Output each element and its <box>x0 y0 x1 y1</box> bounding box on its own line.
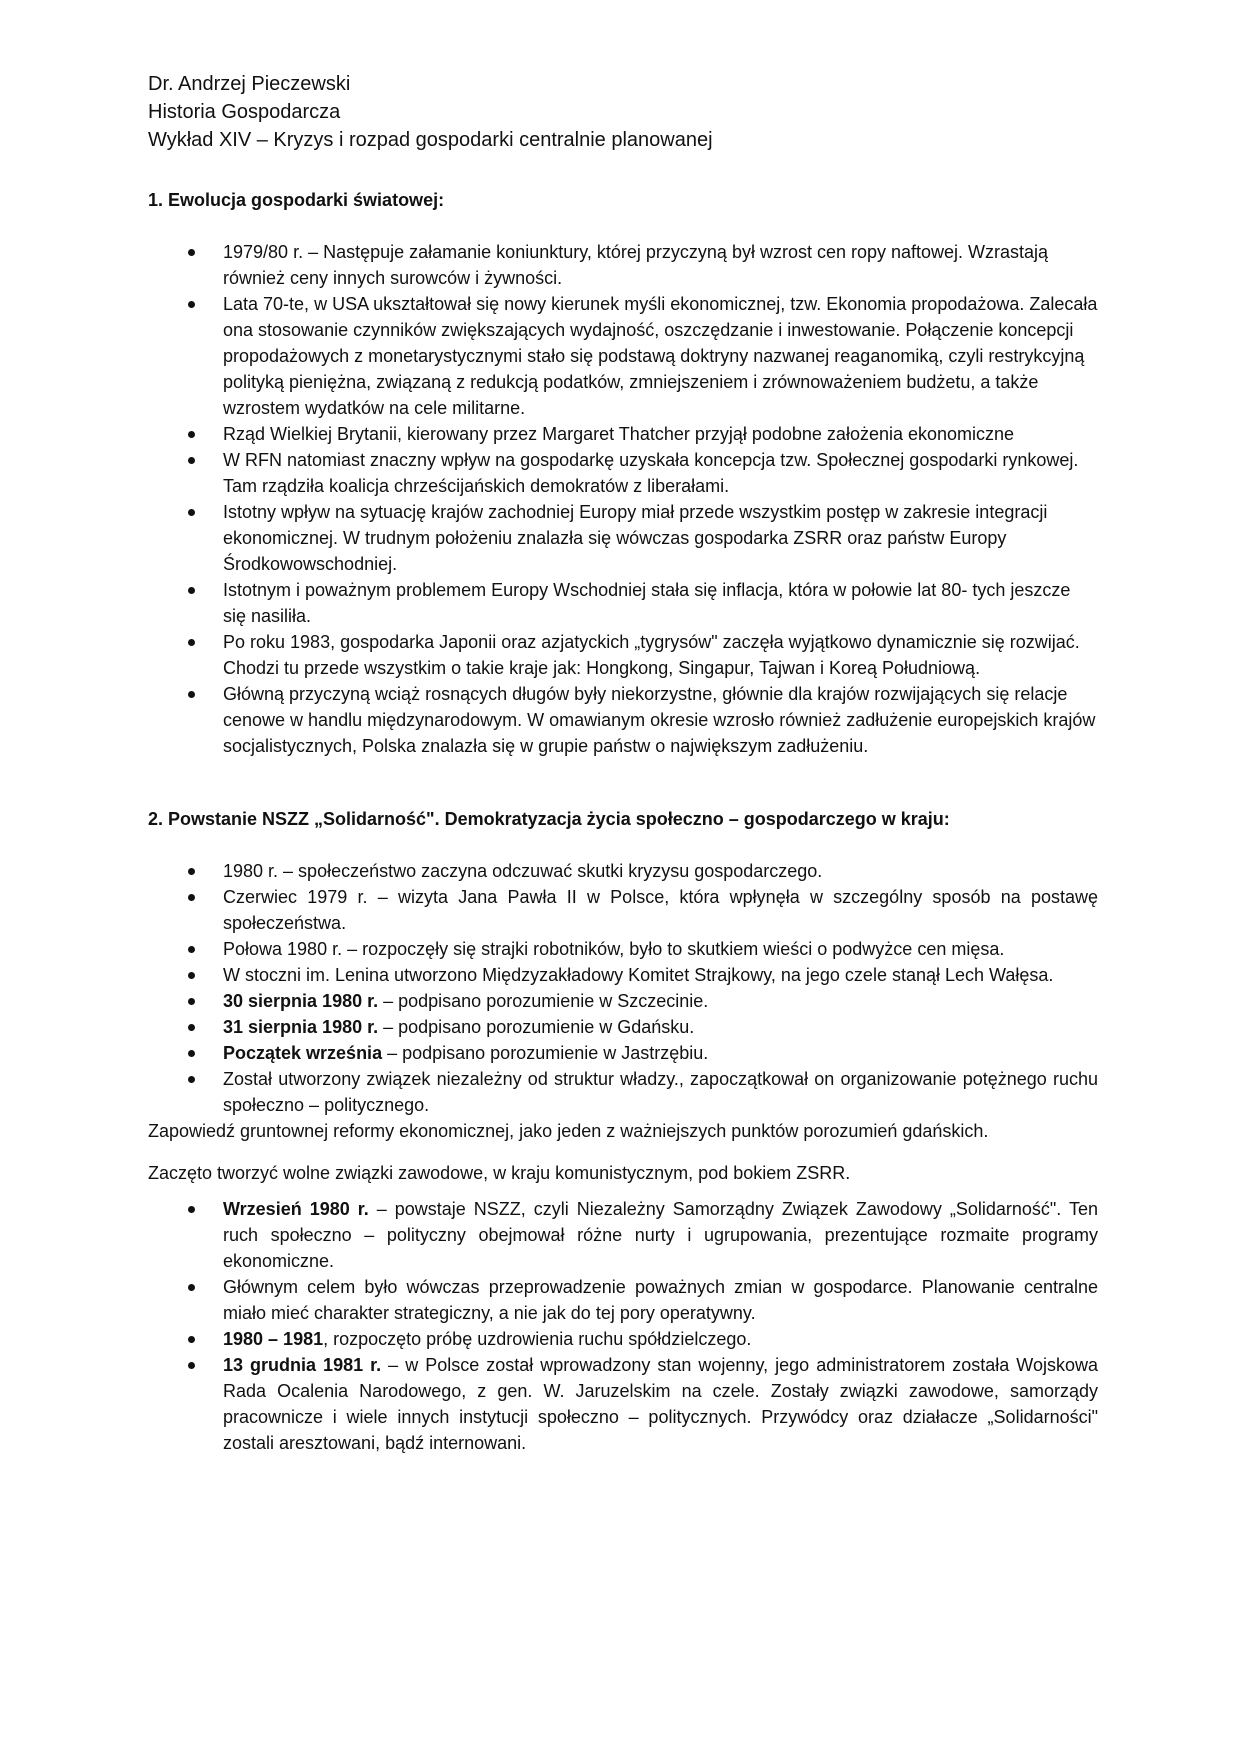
bullet-icon <box>188 868 195 875</box>
bullet-icon <box>188 946 195 953</box>
bullet-icon <box>188 1076 195 1083</box>
list-item-bold: 30 sierpnia 1980 r. <box>223 991 379 1011</box>
list-item <box>148 1352 1098 1456</box>
list-item <box>148 884 1098 936</box>
list-item <box>148 629 1098 681</box>
section-2-list-2 <box>148 1196 1098 1456</box>
bullet-icon <box>188 1362 195 1369</box>
bullet-icon <box>188 1284 195 1291</box>
list-item-text: Istotnym i poważnym problemem Europy Wschodniej stała się inflacja, która w połowie lat 80- tych jeszcze się nasiliła. <box>223 580 1071 626</box>
list-item <box>148 1040 1098 1066</box>
list-item <box>148 499 1098 577</box>
list-item-bold: 13 grudnia 1981 r. <box>223 1355 382 1375</box>
list-item-text: Został utworzony związek niezależny od struktur władzy., zapoczątkował on organizowanie potężnego ruchu społeczno – politycznego. <box>223 1069 1098 1115</box>
list-item-text: – podpisano porozumienie w Gdańsku. <box>378 1017 695 1037</box>
bullet-icon <box>188 301 195 308</box>
section-2-title: 2. Powstanie NSZZ „Solidarność". Demokratyzacja życia społeczno – gospodarczego w kraju: <box>148 809 950 829</box>
lecture-title: Wykład XIV – Kryzys i rozpad gospodarki centralnie planowanej <box>148 129 713 151</box>
list-item <box>148 858 1098 884</box>
list-item-text: Głównym celem było wówczas przeprowadzenie poważnych zmian w gospodarce. Planowanie centralne miało mieć charakter strategiczny, a nie jak do tej pory operatywny. <box>223 1277 1098 1323</box>
section-2-list <box>148 858 1098 1118</box>
author-line: Dr. Andrzej Pieczewski <box>148 73 351 95</box>
list-item-text: – powstaje NSZZ, czyli Niezależny Samorządny Związek Zawodowy „Solidarność". Ten ruch społeczno – polityczny obejmował różne nurty i ugrupowania, prezentujące rozmaite programy ekonomiczne. <box>223 1199 1098 1271</box>
bullet-icon <box>188 972 195 979</box>
list-item <box>148 577 1098 629</box>
list-item-text: – podpisano porozumienie w Jastrzębiu. <box>382 1043 709 1063</box>
list-item <box>148 1066 1098 1118</box>
list-item <box>148 1274 1098 1326</box>
list-item <box>148 988 1098 1014</box>
list-item-text: Rząd Wielkiej Brytanii, kierowany przez Margaret Thatcher przyjął podobne założenia ekonomiczne <box>223 424 1015 444</box>
bullet-icon <box>188 431 195 438</box>
bullet-icon <box>188 1050 195 1057</box>
list-item-text: , rozpoczęto próbę uzdrowienia ruchu spółdzielczego. <box>323 1329 752 1349</box>
list-item-text: W RFN natomiast znaczny wpływ na gospodarkę uzyskała koncepcja tzw. Społecznej gospodarki rynkowej. Tam rządziła koalicja chrześcijańskich demokratów z liberałami. <box>223 450 1079 496</box>
list-item-text: Po roku 1983, gospodarka Japonii oraz azjatyckich „tygrysów" zaczęła wyjątkowo dynamicznie się rozwijać. Chodzi tu przede wszystkim o takie kraje jak: Hongkong, Singapur, Tajwan i Koreą Południową. <box>223 632 1080 678</box>
list-item <box>148 1196 1098 1274</box>
list-item-text: 1980 r. – społeczeństwo zaczyna odczuwać skutki kryzysu gospodarczego. <box>223 861 823 881</box>
list-item-text: Główną przyczyną wciąż rosnących długów były niekorzystne, głównie dla krajów rozwijających się relacje cenowe w handlu międzynarodowym. W omawianym okresie wzrosło również zadłużenie europejskich krajów socjalistycznych, Polska znalazła się w grupie państw o największym zadłużeniu. <box>223 684 1096 756</box>
bullet-icon <box>188 639 195 646</box>
list-item <box>148 239 1098 291</box>
document-content <box>148 70 1098 1456</box>
section-1-list <box>148 239 1098 759</box>
list-item-text: W stoczni im. Lenina utworzono Międzyzakładowy Komitet Strajkowy, na jego czele stanął Lech Wałęsa. <box>223 965 1054 985</box>
list-item-text: 1979/80 r. – Następuje załamanie koniunktury, której przyczyną był wzrost cen ropy naftowej. Wzrastają również ceny innych surowców i żywności. <box>223 242 1049 288</box>
list-item-text: Lata 70-te, w USA ukształtował się nowy kierunek myśli ekonomicznej, tzw. Ekonomia propodażowa. Zalecała ona stosowanie czynników zwiększających wydajność, oszczędzanie i inwestowanie. Połączenie koncepcji propodażowych z monetarystycznymi stało się podstawą doktryny nazwanej reaganomiką, czyli restrykcyjną polityką pieniężna, związaną z redukcją podatków, zmniejszeniem i zrównoważeniem budżetu, a także wzrostem wydatków na cele militarne. <box>223 294 1098 418</box>
course-line: Historia Gospodarcza <box>148 101 341 123</box>
list-item <box>148 962 1098 988</box>
list-item-bold: Wrzesień 1980 r. <box>223 1199 369 1219</box>
bullet-icon <box>188 587 195 594</box>
list-item-text: Istotny wpływ na sytuację krajów zachodniej Europy miał przede wszystkim postęp w zakresie integracji ekonomicznej. W trudnym położeniu znalazła się wówczas gospodarka ZSRR oraz państw Europy Środkowowschodniej. <box>223 502 1048 574</box>
list-item-bold: 1980 – 1981 <box>223 1329 324 1349</box>
list-item-text: Połowa 1980 r. – rozpoczęły się strajki robotników, było to skutkiem wieści o podwyżce cen mięsa. <box>223 939 1005 959</box>
bullet-icon <box>188 1024 195 1031</box>
bullet-icon <box>188 1206 195 1213</box>
paragraph-unions: Zaczęto tworzyć wolne związki zawodowe, w kraju komunistycznym, pod bokiem ZSRR. <box>148 1163 851 1183</box>
section-1-title: 1. Ewolucja gospodarki światowej: <box>148 190 445 210</box>
list-item <box>148 936 1098 962</box>
bullet-icon <box>188 457 195 464</box>
list-item-text: Czerwiec 1979 r. – wizyta Jana Pawła II w Polsce, która wpłynęła w szczególny sposób na postawę społeczeństwa. <box>223 887 1098 933</box>
bullet-icon <box>188 1336 195 1343</box>
bullet-icon <box>188 509 195 516</box>
list-item-bold: Początek września <box>223 1043 383 1063</box>
bullet-icon <box>188 691 195 698</box>
list-item <box>148 447 1098 499</box>
list-item <box>148 291 1098 421</box>
list-item <box>148 1326 1098 1352</box>
list-item <box>148 421 1098 447</box>
list-item <box>148 681 1098 759</box>
bullet-icon <box>188 998 195 1005</box>
paragraph-reform: Zapowiedź gruntownej reformy ekonomicznej, jako jeden z ważniejszych punktów porozumień gdańskich. <box>148 1121 989 1141</box>
bullet-icon <box>188 894 195 901</box>
list-item-bold: 31 sierpnia 1980 r. <box>223 1017 379 1037</box>
bullet-icon <box>188 249 195 256</box>
list-item-text: – podpisano porozumienie w Szczecinie. <box>378 991 709 1011</box>
list-item-text: – w Polsce został wprowadzony stan wojenny, jego administratorem została Wojskowa Rada Ocalenia Narodowego, z gen. W. Jaruzelskim na czele. Zostały związki zawodowe, samorządy pracownicze i wiele innych instytucji społeczno – politycznych. Przywódcy oraz działacze „Solidarności" zostali aresztowani, bądź internowani. <box>223 1355 1099 1453</box>
list-item <box>148 1014 1098 1040</box>
